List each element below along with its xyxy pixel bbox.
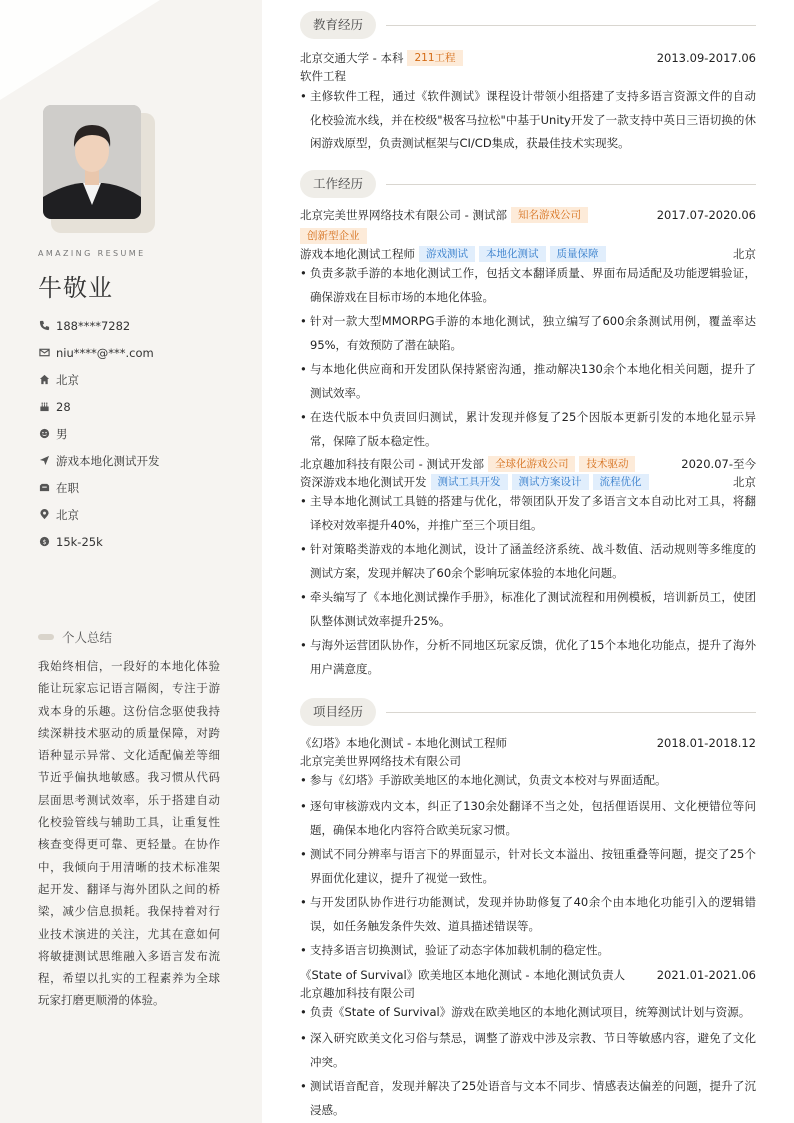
summary-title: 个人总结 (62, 630, 113, 645)
salary-text: 15k-25k (56, 534, 103, 549)
bullet-text: 与本地化供应商和开发团队保持紧密沟通，推动解决130余个本地化相关问题，提升了测试效率。 (310, 362, 756, 400)
job-1-company-tag-row (300, 227, 756, 245)
project-2-bullet (300, 1075, 756, 1122)
projects-section-header (300, 698, 756, 726)
job-1-date: 2017.07-2020.06 (656, 208, 756, 222)
job-2-company: 北京趣加科技有限公司 - 测试开发部 (300, 457, 484, 471)
gender-icon (38, 428, 50, 440)
job-2-bullet (300, 490, 756, 537)
email-text: niu****@***.com (56, 345, 154, 360)
education-title: 教育经历 (300, 11, 376, 39)
job-2-company-tag: 技术驱动 (579, 456, 635, 472)
project-1-date: 2018.01-2018.12 (656, 736, 756, 750)
job-2-company-row (300, 455, 756, 473)
job-2-bullet (300, 538, 756, 585)
project-1-name: 《幻塔》本地化测试 - 本地化测试工程师 (300, 736, 507, 750)
education-major: 软件工程 (300, 69, 346, 83)
summary-heading-marker (38, 634, 54, 640)
status-icon (38, 482, 50, 494)
project-2-date: 2021.01-2021.06 (656, 968, 756, 982)
summary-heading (38, 628, 112, 646)
avatar (43, 105, 141, 219)
job-1-skill-tag: 本地化测试 (479, 246, 546, 262)
project-1-company: 北京完美世界网络技术有限公司 (300, 754, 461, 768)
salary-icon (38, 536, 50, 548)
job-1-bullet (300, 262, 756, 309)
bullet-dot: • (300, 638, 307, 652)
info-target-city (38, 501, 248, 528)
home-city-text: 北京 (56, 372, 79, 387)
education-section-header (300, 11, 756, 39)
sidebar (0, 0, 262, 1123)
bullet-dot: • (300, 1005, 307, 1019)
bullet-dot: • (300, 1031, 307, 1045)
project-1-bullet (300, 939, 756, 963)
education-date: 2013.09-2017.06 (656, 51, 756, 65)
bullet-dot: • (300, 590, 307, 604)
education-bullet (300, 85, 756, 156)
bullet-dot: • (300, 89, 307, 103)
bullet-text: 在迭代版本中负责回归测试，累计发现并修复了25个因版本更新引发的本地化显示异常，保障了版本稳定性。 (310, 410, 756, 448)
bullet-text: 与海外运营团队协作，分析不同地区玩家反馈，优化了15个本地化功能点，提升了海外用户满意度。 (310, 638, 756, 676)
job-1-company-tag: 创新型企业 (300, 228, 367, 244)
job-1-company: 北京完美世界网络技术有限公司 - 测试部 (300, 208, 507, 222)
job-2-skill-tag: 流程优化 (593, 474, 649, 490)
work-title: 工作经历 (300, 170, 376, 198)
job-1-company-tag: 知名游戏公司 (511, 207, 588, 223)
bullet-dot: • (300, 943, 307, 957)
info-home-city (38, 366, 248, 393)
bullet-text: 支持多语言切换测试，验证了动态字体加载机制的稳定性。 (310, 943, 609, 957)
info-salary (38, 528, 248, 555)
info-phone (38, 312, 248, 339)
project-1-bullet (300, 769, 756, 793)
project-1-bullet (300, 795, 756, 842)
email-icon (38, 347, 50, 359)
bullet-dot: • (300, 1079, 307, 1093)
bullet-dot: • (300, 362, 307, 376)
bullet-text: 负责《State of Survival》游戏在欧美地区的本地化测试项目，统筹测试计划与资源。 (310, 1005, 751, 1019)
job-1-skill-tag: 质量保障 (550, 246, 606, 262)
candidate-name: 牛敬业 (38, 274, 113, 302)
info-status (38, 474, 248, 501)
bullet-text: 逐句审核游戏内文本，纠正了130余处翻译不当之处，包括俚语误用、文化梗错位等问题，确保本地化内容符合欧美玩家习惯。 (310, 799, 756, 837)
bullet-text: 深入研究欧美文化习俗与禁忌，调整了游戏中涉及宗教、节日等敏感内容，避免了文化冲突。 (310, 1031, 756, 1069)
phone-text: 188****7282 (56, 318, 131, 333)
bullet-dot: • (300, 773, 307, 787)
summary-text: 我始终相信，一段好的本地化体验能让玩家忘记语言隔阂，专注于游戏本身的乐趣。这份信念驱使我持续深耕技术驱动的质量保障，对跨语种显示异常、文化适配偏差等细节近乎偏执地敏感。我习惯从代码层面思考测试效率，乐于搭建自动化校验管线与辅助工具，让重复性核查变得更可靠、更轻量。在协作中，我倾向于用清晰的技术标准架起开发、翻译与海外团队之间的桥梁，减少信息损耗。我保持着对行业技术演进的关注，尤其在意如何将敏捷测试思维融入多语言发布流程，希望以扎实的工程素养为全球玩家打磨更顺滑的体验。 (38, 659, 220, 1008)
job-2-date: 2020.07-至今 (681, 457, 756, 471)
education-school-row (300, 49, 756, 67)
gender-text: 男 (56, 426, 68, 441)
work-section-header (300, 170, 756, 198)
job-2-city: 北京 (733, 475, 756, 489)
info-email (38, 339, 248, 366)
info-gender (38, 420, 248, 447)
bullet-dot: • (300, 847, 307, 861)
job-2-bullet (300, 586, 756, 633)
target-city-text: 北京 (56, 507, 79, 522)
target-position-text: 游戏本地化测试开发 (56, 453, 160, 468)
location-pin-icon (38, 509, 50, 521)
bullet-text: 测试语音配音，发现并解决了25处语音与文本不同步、情感表达偏差的问题，提升了沉浸感。 (310, 1079, 756, 1117)
project-1-title-row (300, 734, 756, 752)
avatar-photo (43, 105, 141, 219)
bullet-text: 主修软件工程，通过《软件测试》课程设计带领小组搭建了支持多语言资源文件的自动化校验流水线，并在校级"极客马拉松"中基于Unity开发了一款支持中英日三语切换的休闲游戏原型，负责测试框架与CI/CD集成，获最佳技术实现奖。 (310, 89, 756, 150)
bullet-text: 测试不同分辨率与语言下的界面显示，针对长文本溢出、按钮重叠等问题，提交了25个界面优化建议，提升了视觉一致性。 (310, 847, 756, 885)
project-2-bullet (300, 1027, 756, 1074)
job-2-skill-tag: 测试工具开发 (431, 474, 508, 490)
school-name: 北京交通大学 - 本科 (300, 51, 404, 65)
bullet-dot: • (300, 895, 307, 909)
bullet-text: 与开发团队协作进行功能测试，发现并协助修复了40余个由本地化功能引入的逻辑错误，如任务触发条件失效、道具描述错误等。 (310, 895, 756, 933)
svg-text:$: $ (41, 537, 47, 546)
project-2-bullet (300, 1001, 756, 1025)
status-text: 在职 (56, 480, 79, 495)
job-2-position: 资深游戏本地化测试开发 (300, 475, 427, 489)
bullet-text: 针对策略类游戏的本地化测试，设计了涵盖经济系统、战斗数值、活动规则等多维度的测试方案，发现并解决了60余个影响玩家体验的本地化问题。 (310, 542, 756, 580)
resume-tagline: AMAZING RESUME (38, 249, 146, 258)
job-1-bullet (300, 310, 756, 357)
person-portrait-icon (43, 105, 141, 219)
bullet-text: 牵头编写了《本地化测试操作手册》，标准化了测试流程和用例模板，培训新员工，使团队整体测试效率提升25%。 (310, 590, 756, 628)
age-text: 28 (56, 399, 71, 414)
school-tag: 211工程 (407, 50, 462, 66)
phone-icon (38, 320, 50, 332)
bullet-text: 参与《幻塔》手游欧美地区的本地化测试，负责文本校对与界面适配。 (310, 773, 667, 787)
contact-info (38, 312, 248, 555)
project-2-name: 《State of Survival》欧美地区本地化测试 - 本地化测试负责人 (300, 968, 626, 982)
section-divider (386, 712, 756, 713)
job-1-city: 北京 (733, 247, 756, 261)
job-2-position-row (300, 473, 756, 491)
info-age (38, 393, 248, 420)
section-divider (386, 184, 756, 185)
section-divider (386, 25, 756, 26)
send-icon (38, 455, 50, 467)
project-1-bullet (300, 891, 756, 938)
job-1-skill-tag: 游戏测试 (419, 246, 475, 262)
project-2-title-row (300, 966, 756, 984)
job-1-position: 游戏本地化测试工程师 (300, 247, 415, 261)
bullet-dot: • (300, 314, 307, 328)
job-1-position-row (300, 245, 756, 263)
cake-icon (38, 401, 50, 413)
bullet-text: 负责多款手游的本地化测试工作，包括文本翻译质量、界面布局适配及功能逻辑验证，确保游戏在目标市场的本地化体验。 (310, 266, 756, 304)
job-2-bullet (300, 634, 756, 681)
bullet-dot: • (300, 266, 307, 280)
project-2-company: 北京趣加科技有限公司 (300, 986, 415, 1000)
bullet-dot: • (300, 410, 307, 424)
job-2-company-tag: 全球化游戏公司 (488, 456, 576, 472)
bullet-text: 针对一款大型MMORPG手游的本地化测试，独立编写了600余条测试用例，覆盖率达95%，有效预防了潜在缺陷。 (310, 314, 756, 352)
job-1-bullet (300, 358, 756, 405)
corner-decoration (0, 0, 160, 100)
bullet-dot: • (300, 799, 307, 813)
job-2-skill-tag: 测试方案设计 (512, 474, 589, 490)
bullet-dot: • (300, 494, 307, 508)
home-icon (38, 374, 50, 386)
bullet-text: 主导本地化测试工具链的搭建与优化，带领团队开发了多语言文本自动比对工具，将翻译校对效率提升40%，并推广至三个项目组。 (310, 494, 756, 532)
job-1-company-row (300, 206, 756, 224)
project-1-bullet (300, 843, 756, 890)
projects-title: 项目经历 (300, 698, 376, 726)
bullet-dot: • (300, 542, 307, 556)
job-1-bullet (300, 406, 756, 453)
info-target-position (38, 447, 248, 474)
